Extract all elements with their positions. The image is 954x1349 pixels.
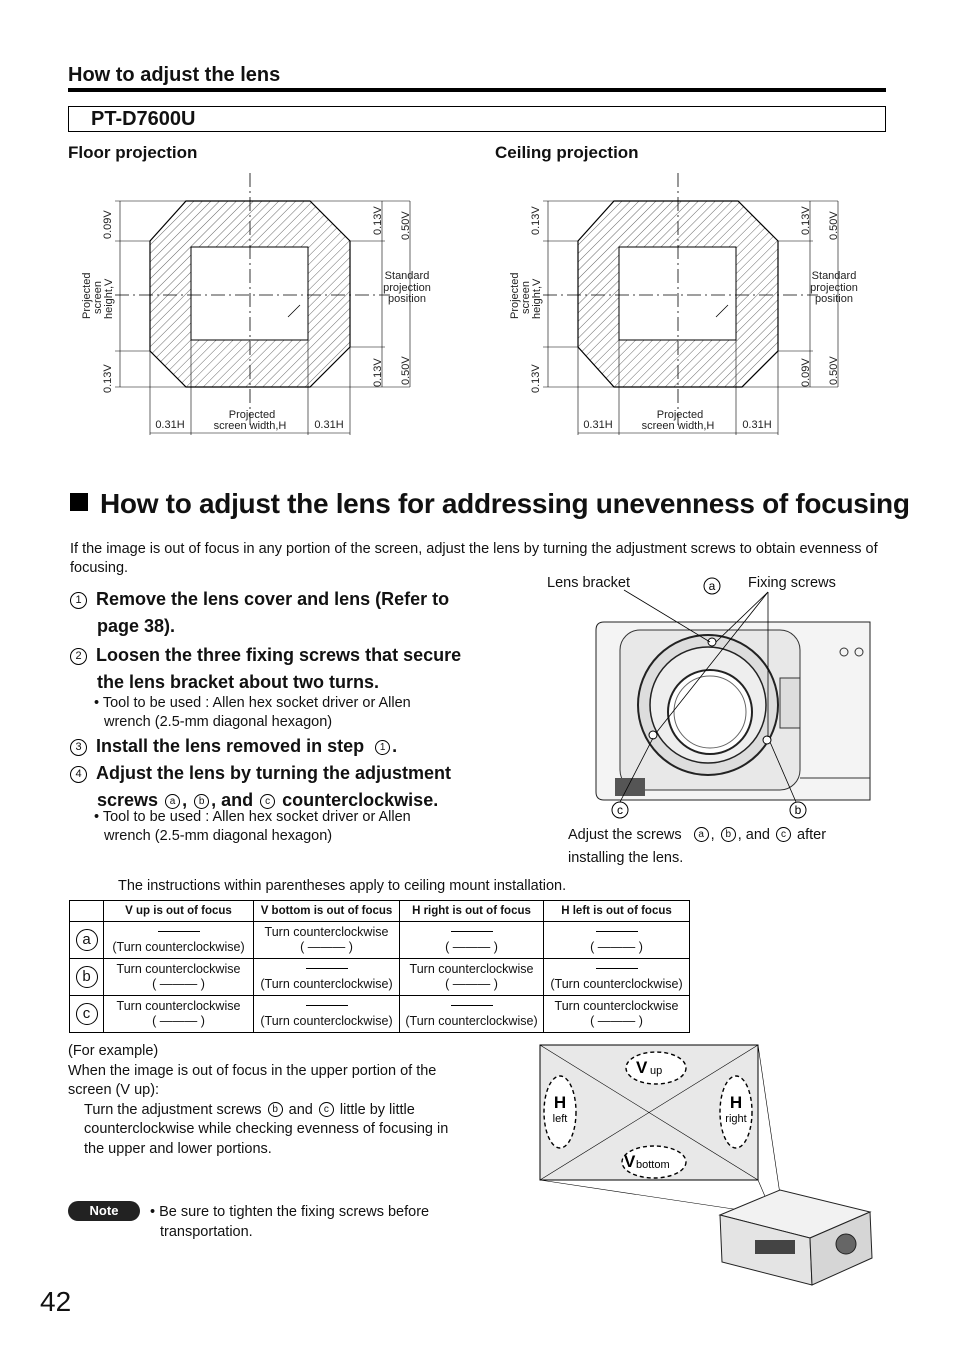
ceiling-height-label-1: Projected [509, 272, 521, 319]
cell-text: (Turn counterclockwise) [260, 1014, 393, 1028]
tool-note-line-1: • Tool to be used : Allen hex socket driver or Allen [94, 695, 411, 711]
dash-mark [306, 1005, 348, 1006]
label-b: b [794, 803, 802, 817]
floor-height-label-2: screen [92, 280, 104, 314]
h-left-sub: left [552, 1113, 568, 1125]
cell-text: Turn counterclockwise [554, 999, 679, 1013]
floor-width-label-1: Projected [228, 409, 276, 421]
screw-a-ref: a [165, 794, 180, 809]
table-cell [400, 996, 544, 1033]
floor-projection-title: Floor projection [68, 143, 198, 162]
ceiling-dim-top-outer: 0.50V [828, 211, 840, 240]
cell-text: (Turn counterclockwise) [112, 940, 245, 954]
step-number: 3 [70, 739, 87, 756]
section-intro: If the image is out of focus in any portion of the screen, adjust the lens by turning the adjustment screws to obtain evenness of focusing. [70, 541, 878, 576]
header-h-left: H left is out of focus [544, 901, 690, 922]
v-up-letter: V [636, 1058, 648, 1077]
example-ref-b: b [268, 1102, 283, 1117]
table-cell [544, 996, 690, 1033]
table-row [70, 959, 690, 996]
example-and: and [288, 1101, 313, 1118]
lens-bracket-label: Lens bracket [547, 575, 631, 591]
step-2-line-1: Loosen the three fixing screws that secure [96, 645, 462, 665]
ceiling-projection-diagram [488, 165, 888, 445]
ceiling-std-label-2: projection [810, 282, 858, 294]
step-1-line-1: Remove the lens cover and lens (Refer to [96, 589, 450, 609]
table-corner [70, 901, 104, 922]
step-1 [70, 586, 500, 640]
caption-ref-c: c [776, 827, 791, 842]
section-heading [70, 488, 910, 520]
row-label-circle: b [76, 966, 98, 988]
focus-adjustment-table [69, 900, 690, 1033]
row-label-circle: c [76, 1003, 98, 1025]
floor-std-label-3: position [388, 293, 426, 305]
dash-mark [306, 968, 348, 969]
ceiling-width-label-2: screen width,H [641, 420, 715, 432]
row-label-circle: a [76, 929, 98, 951]
table-note: The instructions within parentheses apply to ceiling mount installation. [118, 878, 567, 894]
table-row [70, 922, 690, 959]
header-divider [68, 88, 886, 92]
step-1-line-2: page 38). [97, 616, 176, 636]
caption-ref-b: b [721, 827, 736, 842]
v-up-sub: up [650, 1065, 663, 1077]
floor-height-label-3: height,V [103, 278, 115, 319]
table-row [70, 996, 690, 1033]
label-a: a [708, 579, 716, 593]
v-bottom-letter: V [624, 1152, 636, 1171]
section-heading-text: How to adjust the lens for addressing unevenness of focusing [100, 488, 910, 519]
screen-focus-diagram [530, 1040, 890, 1300]
lens-bracket-photo [560, 570, 880, 820]
cell-text: Turn counterclockwise [409, 962, 534, 976]
ceiling-std-label-1: Standard [811, 270, 857, 282]
example-indent-a: Turn the adjustment screws [84, 1101, 262, 1118]
caption-and: , and [737, 827, 770, 843]
note-badge: Note [68, 1201, 140, 1221]
step-4-line-1: Adjust the lens by turning the adjustment [96, 763, 452, 783]
note-line-1: • Be sure to tighten the fixing screws before [150, 1204, 430, 1220]
example-block [68, 1042, 508, 1159]
cell-text: (Turn counterclockwise) [405, 1014, 538, 1028]
cell-text: ( ——— ) [590, 1014, 643, 1028]
h-right-sub: right [725, 1113, 747, 1125]
header-v-bottom: V bottom is out of focus [254, 901, 400, 922]
dash-mark [451, 931, 493, 932]
floor-width-right: 0.31H [314, 419, 344, 431]
example-indent-b: little by little [339, 1101, 415, 1118]
floor-dim-bottom-inner: 0.13V [372, 358, 384, 387]
cell-text: ( ——— ) [590, 940, 643, 954]
example-line-3: screen (V up): [68, 1082, 160, 1098]
caption-line-2: installing the lens. [568, 850, 684, 866]
example-indent [84, 1101, 508, 1160]
note-text [150, 1202, 490, 1242]
screw-b-ref: b [194, 794, 209, 809]
h-right-letter: H [729, 1093, 743, 1112]
ceiling-projection-title: Ceiling projection [495, 143, 639, 162]
caption-text-b: after [797, 827, 827, 843]
floor-std-label-1: Standard [384, 270, 430, 282]
projector-icon [720, 1190, 872, 1285]
step-3-period: . [392, 736, 398, 756]
step-3-text: Install the lens removed in step [96, 736, 365, 756]
table-cell [104, 959, 254, 996]
table-cell [544, 959, 690, 996]
step-4: 4 Adjust the lens by turning the adjustment screws a , b , and c counterclockwise. [70, 760, 500, 814]
model-banner [68, 106, 886, 132]
note-line-2: transportation. [160, 1224, 253, 1240]
caption-text-a: Adjust the screws [568, 827, 682, 843]
label-c: c [617, 803, 623, 817]
caption-ref-a: a [694, 827, 709, 842]
ceiling-dim-bottom-left: 0.13V [530, 364, 542, 393]
cell-text: (Turn counterclockwise) [550, 977, 683, 991]
ceiling-width-right: 0.31H [742, 419, 772, 431]
floor-dim-top-inner: 0.13V [372, 206, 384, 235]
floor-std-label-2: projection [383, 282, 431, 294]
table-cell [254, 996, 400, 1033]
header-h-right: H right is out of focus [400, 901, 544, 922]
floor-dim-top-left: 0.09V [102, 210, 114, 239]
dash-mark [451, 1005, 493, 1006]
example-indent-line-3: the upper and lower portions. [84, 1140, 272, 1157]
tool-note-line-2: wrench (2.5-mm diagonal hexagon) [104, 828, 333, 844]
tool-note-line-2: wrench (2.5-mm diagonal hexagon) [104, 714, 333, 730]
example-line-1: (For example) [68, 1043, 159, 1059]
table-cell [400, 959, 544, 996]
ceiling-width-left: 0.31H [583, 419, 613, 431]
step-4-and: , and [211, 790, 254, 810]
cell-text: (Turn counterclockwise) [260, 977, 393, 991]
screw-c-ref: c [260, 794, 275, 809]
ceiling-dim-top-left: 0.13V [530, 206, 542, 235]
ceiling-dim-bottom-inner: 0.09V [800, 358, 812, 387]
dash-mark [158, 931, 200, 932]
lens-photo-caption: Adjust the screws a , b , and c after installing the lens. [568, 827, 827, 866]
table-cell [254, 922, 400, 959]
example-indent-line-2: counterclockwise while checking evenness of focusing in [84, 1121, 449, 1137]
table-cell [254, 959, 400, 996]
floor-dim-top-outer: 0.50V [400, 211, 412, 240]
tool-note-line-1: • Tool to be used : Allen hex socket driver or Allen [94, 809, 411, 825]
fixing-screws-label: Fixing screws [748, 575, 836, 591]
table-cell [400, 922, 544, 959]
step-2-line-2: the lens bracket about two turns. [97, 672, 380, 692]
floor-dim-bottom-outer: 0.50V [400, 356, 412, 385]
cell-text: Turn counterclockwise [264, 925, 389, 939]
floor-projection-diagram [60, 165, 460, 445]
ceiling-std-label-3: position [815, 293, 853, 305]
table-cell [104, 996, 254, 1033]
ceiling-width-label-1: Projected [656, 409, 704, 421]
floor-height-label-1: Projected [81, 272, 93, 319]
row-label-a [70, 922, 104, 959]
h-left-letter: H [553, 1093, 567, 1112]
floor-dim-bottom-left: 0.13V [102, 364, 114, 393]
step-4-screws: screws [97, 790, 159, 810]
floor-width-label-2: screen width,H [213, 420, 287, 432]
step-4-tool-note [94, 808, 494, 846]
cell-text: ( ——— ) [152, 977, 205, 991]
example-line-2: When the image is out of focus in the upper portion of the [68, 1062, 437, 1079]
row-label-c [70, 996, 104, 1033]
page-number: 42 [40, 1286, 72, 1317]
section-bullet-icon [70, 493, 88, 511]
step-4-line-2-end: counterclockwise. [282, 790, 439, 810]
cell-text: Turn counterclockwise [116, 999, 241, 1013]
cell-text: ( ——— ) [300, 940, 353, 954]
cell-text: ( ——— ) [152, 1014, 205, 1028]
step-number: 1 [70, 592, 87, 609]
ceiling-dim-top-inner: 0.13V [800, 206, 812, 235]
dash-mark [596, 931, 638, 932]
step-ref-circle: 1 [375, 740, 390, 755]
page-section-title: How to adjust the lens [68, 64, 281, 86]
table-cell [104, 922, 254, 959]
model-name: PT-D7600U [91, 108, 196, 130]
step-3 [70, 733, 500, 760]
header-v-up: V up is out of focus [104, 901, 254, 922]
v-bottom-sub: bottom [636, 1159, 670, 1171]
step-2 [70, 642, 500, 696]
ceiling-dim-bottom-outer: 0.50V [828, 356, 840, 385]
ceiling-height-label-3: height,V [531, 278, 543, 319]
table-cell [544, 922, 690, 959]
step-number: 2 [70, 648, 87, 665]
table-header-row [70, 901, 690, 922]
cell-text: ( ——— ) [445, 977, 498, 991]
dash-mark [596, 968, 638, 969]
example-ref-c: c [319, 1102, 334, 1117]
step-2-tool-note [94, 694, 494, 732]
step-number: 4 [70, 766, 87, 783]
ceiling-height-label-2: screen [520, 280, 532, 314]
cell-text: Turn counterclockwise [116, 962, 241, 976]
cell-text: ( ——— ) [445, 940, 498, 954]
floor-width-left: 0.31H [155, 419, 185, 431]
row-label-b [70, 959, 104, 996]
